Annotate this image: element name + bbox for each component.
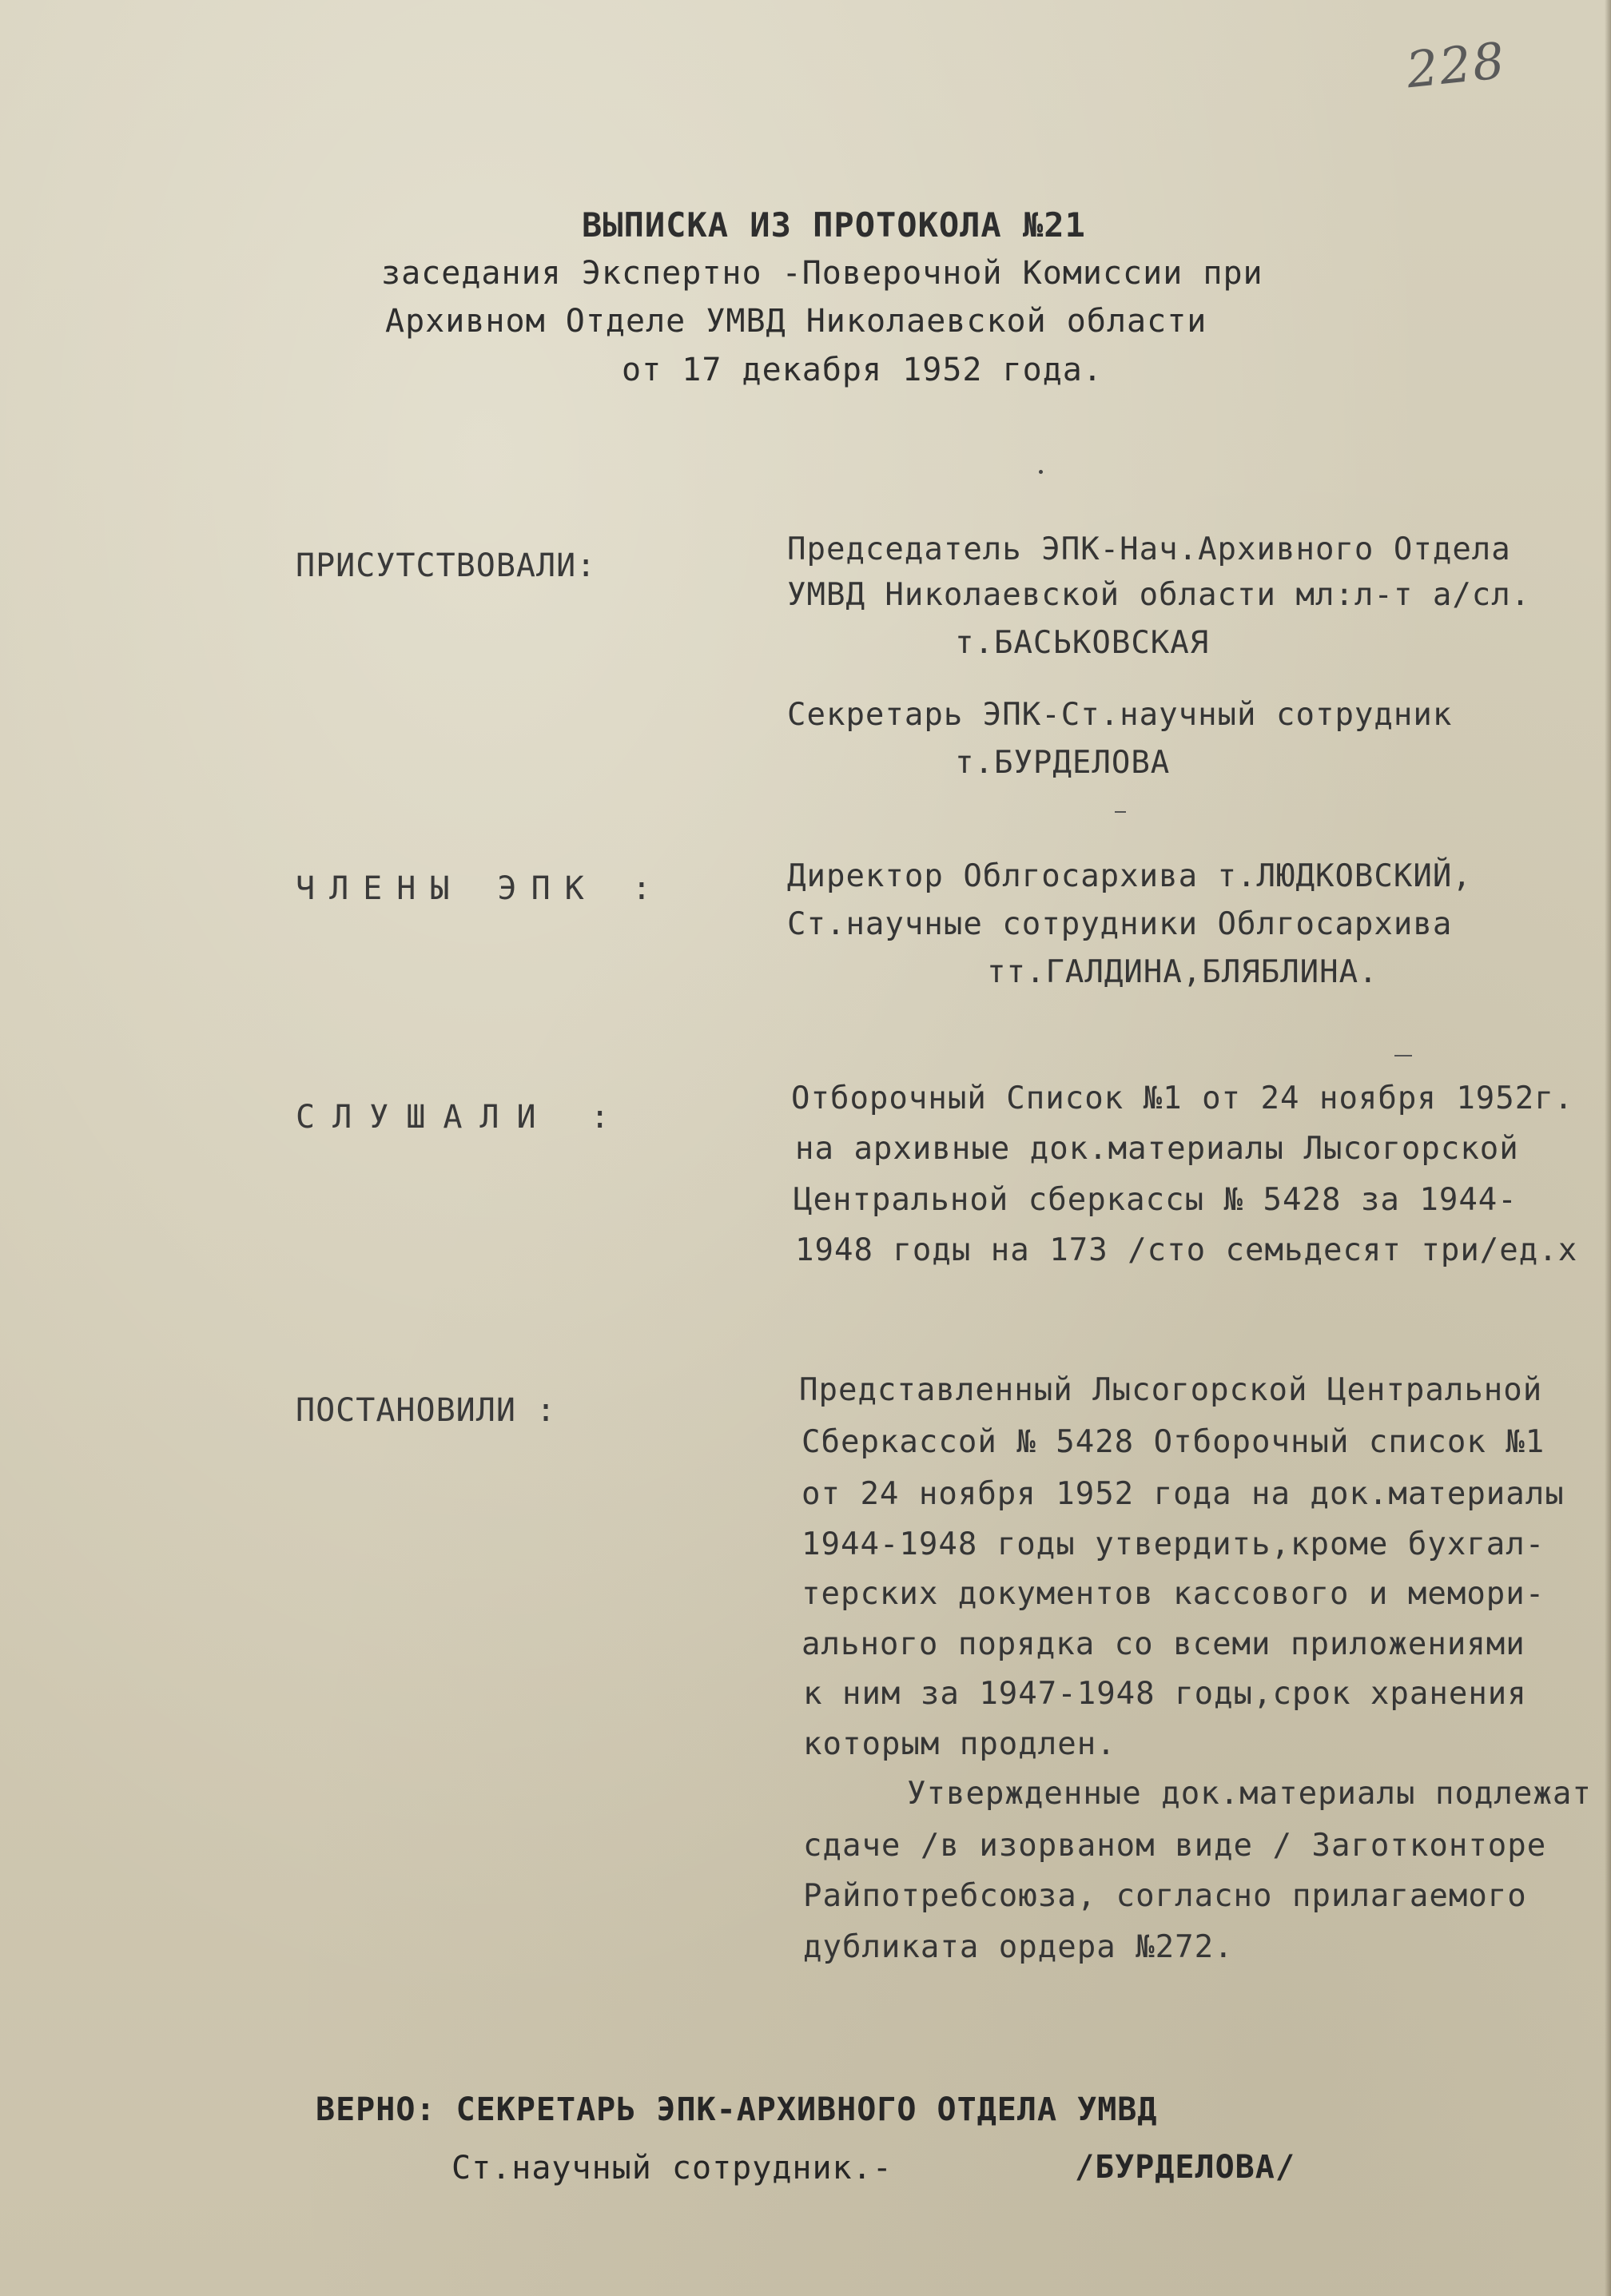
resolved-line: 1944-1948 годы утвердить,кроме бухгал-	[802, 1526, 1545, 1562]
resolved-label: ПОСТАНОВИЛИ :	[296, 1392, 557, 1429]
stray-dash	[1394, 1055, 1412, 1056]
resolved-line: к ним за 1947-1948 годы,срок хранения	[803, 1676, 1527, 1712]
members-line-1: Директор Облгосархива т.ЛЮДКОВСКИЙ,	[787, 858, 1472, 894]
header-line-2: заседания Экспертно -Поверочной Комиссии при	[381, 255, 1263, 292]
header-line-4: от 17 декабря 1952 года.	[622, 352, 1103, 388]
resolved-line-2: дубликата ордера №272.	[803, 1929, 1234, 1965]
resolved-line-2: сдаче /в изорваном виде / Заготконторе	[803, 1828, 1547, 1864]
present-chair-line-3: т.БАСЬКОВСКАЯ	[955, 625, 1210, 661]
heard-line-2: на архивные док.материалы Лысогорской	[795, 1131, 1519, 1167]
paper-edge-shadow	[1605, 0, 1611, 2296]
resolved-line: терских документов кассового и мемори-	[802, 1576, 1545, 1612]
members-line-2: Ст.научные сотрудники Облгосархива	[787, 906, 1453, 942]
present-chair-line-1: Председатель ЭПК-Нач.Архивного Отдела	[787, 531, 1511, 567]
footer-certification-line: ВЕРНО: СЕКРЕТАРЬ ЭПК-АРХИВНОГО ОТДЕЛА УМВД	[316, 2091, 1158, 2128]
resolved-line-2: Райпотребсоюза, согласно прилагаемого	[803, 1878, 1527, 1914]
resolved-line: от 24 ноября 1952 года на док.материалы	[802, 1476, 1565, 1512]
footer-signature-name: /БУРДЕЛОВА/	[1075, 2149, 1295, 2186]
members-label: ЧЛЕНЫ ЭПК :	[296, 870, 666, 907]
resolved-line: ального порядка со всеми приложениями	[802, 1626, 1525, 1662]
document-title: ВЫПИСКА ИЗ ПРОТОКОЛА №21	[582, 205, 1086, 245]
resolved-line: Сберкассой № 5428 Отборочный список №1	[802, 1424, 1545, 1460]
heard-line-1: Отборочный Список №1 от 24 ноября 1952г.	[791, 1080, 1574, 1116]
resolved-line: Представленный Лысогорской Центральной	[799, 1372, 1543, 1408]
header-line-3: Архивном Отделе УМВД Николаевской области	[385, 303, 1207, 340]
members-line-3: тт.ГАЛДИНА,БЛЯБЛИНА.	[987, 954, 1378, 990]
present-secretary-line-1: Секретарь ЭПК-Ст.научный сотрудник	[787, 697, 1453, 733]
resolved-line: которым продлен.	[803, 1726, 1116, 1762]
heard-line-3: Центральной сберкассы № 5428 за 1944-	[794, 1182, 1518, 1218]
resolved-line-2: Утвержденные док.материалы подлежат	[907, 1776, 1592, 1812]
stray-dash	[1115, 811, 1126, 813]
ink-speck	[1039, 470, 1043, 474]
present-secretary-line-2: т.БУРДЕЛОВА	[955, 745, 1171, 781]
present-label: ПРИСУТСТВОВАЛИ:	[296, 547, 597, 584]
heard-line-4: 1948 годы на 173 /сто семьдесят три/ед.х	[795, 1232, 1578, 1268]
heard-label: СЛУШАЛИ :	[296, 1099, 627, 1136]
handwritten-page-number: 228	[1403, 30, 1509, 100]
footer-position-line: Ст.научный сотрудник.-	[451, 2150, 893, 2187]
present-chair-line-2: УМВД Николаевской области мл:л-т а/сл.	[787, 577, 1531, 613]
